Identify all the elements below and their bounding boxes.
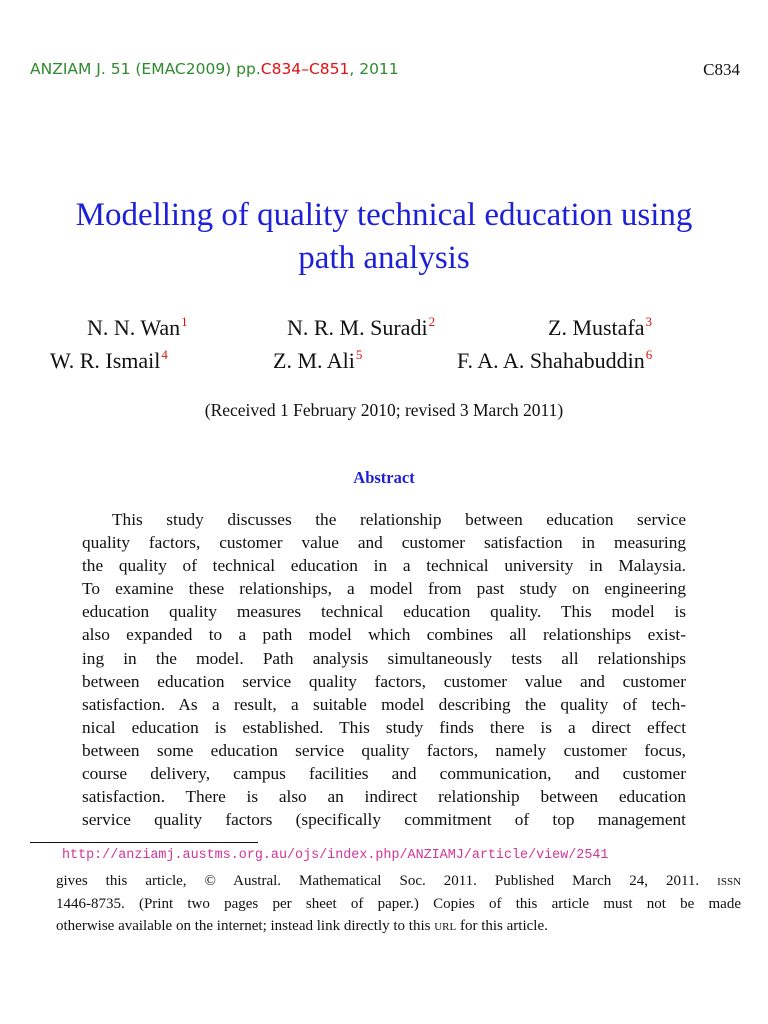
footnote-line: [56, 915, 741, 938]
author-name: Z. Mustafa: [548, 315, 645, 340]
author: [50, 347, 168, 374]
paper-title: [20, 194, 748, 280]
abstract-line: quality factors, customer value and customer satisfaction in measuring: [82, 533, 686, 553]
author-name: F. A. A. Shahabuddin: [457, 348, 645, 373]
abstract-line: also expanded to a path model which combines all relationships exist-: [82, 625, 686, 645]
author: [87, 314, 188, 341]
page-dash: –: [301, 60, 309, 78]
journal-year: , 2011: [349, 60, 399, 78]
received-dates: (Received 1 February 2010; revised 3 March 2011): [204, 400, 564, 420]
abstract-line: satisfaction. There is also an indirect relationship between education: [82, 787, 686, 807]
issn-label: issn: [717, 873, 742, 889]
author-name: N. R. M. Suradi: [287, 315, 428, 340]
title-line: path analysis: [298, 240, 470, 276]
author: [457, 347, 652, 374]
journal-volume: ANZIAM J. 51 (EMAC2009) pp.: [30, 60, 261, 78]
affiliation-link[interactable]: 2: [428, 314, 436, 329]
abstract-line: To examine these relationships, a model from past study on engineering: [82, 579, 686, 599]
abstract-line: service quality factors (specifically commitment of top management: [82, 810, 686, 830]
abstract-line: the quality of technical education in a technical university in Malaysia.: [82, 556, 686, 576]
journal-reference: [30, 60, 399, 78]
abstract-line: nical education is established. This study finds there is a direct effect: [82, 717, 686, 737]
author-name: Z. M. Ali: [273, 348, 355, 373]
author: [548, 314, 652, 341]
abstract-line: ing in the model. Path analysis simultaneously tests all relationships: [82, 648, 686, 668]
abstract-line: education quality measures technical education quality. This model is: [82, 602, 686, 622]
title-line: Modelling of quality technical education using: [75, 197, 693, 233]
page-number: C834: [703, 60, 740, 79]
affiliation-link[interactable]: 5: [355, 347, 363, 362]
abstract-line: course delivery, campus facilities and communication, and customer: [82, 764, 686, 784]
abstract-line: satisfaction. As a result, a suitable model describing the quality of tech-: [82, 694, 686, 714]
footnote-text: gives this article, © Austral. Mathematical Soc. 2011. Published March 24, 2011.: [56, 873, 700, 889]
abstract-heading: Abstract: [353, 468, 415, 487]
author: [287, 314, 435, 341]
page-start-link[interactable]: C834: [260, 60, 302, 78]
abstract-line: This study discusses the relationship between education service: [112, 510, 686, 529]
footnote-line: 1446-8735. (Print two pages per sheet of paper.) Copies of this article must not be made: [56, 895, 741, 912]
affiliation-link[interactable]: 4: [161, 347, 168, 362]
author: [273, 347, 362, 374]
url-label: url: [434, 918, 457, 934]
abstract-line: between some education service quality factors, namely customer focus,: [82, 740, 686, 760]
footnote-rule: [30, 842, 258, 843]
affiliation-link[interactable]: 1: [181, 314, 188, 329]
footnote: [56, 870, 741, 938]
running-head: [30, 60, 740, 86]
page-end-link[interactable]: C851: [308, 60, 350, 78]
author-name: W. R. Ismail: [50, 348, 161, 373]
affiliation-link[interactable]: 3: [645, 314, 653, 329]
abstract-line: between education service quality factors, customer value and customer: [82, 671, 686, 691]
footnote-text: for this article.: [459, 918, 548, 934]
author-name: N. N. Wan: [87, 315, 181, 340]
footnote-line: [56, 870, 741, 893]
affiliation-link[interactable]: 6: [645, 347, 653, 362]
abstract-body: [82, 508, 686, 831]
footnote-text: otherwise available on the internet; instead link directly to this: [56, 918, 431, 934]
article-url-link[interactable]: http://anziamj.austms.org.au/ojs/index.php/ANZIAMJ/article/view/2541: [62, 848, 609, 863]
